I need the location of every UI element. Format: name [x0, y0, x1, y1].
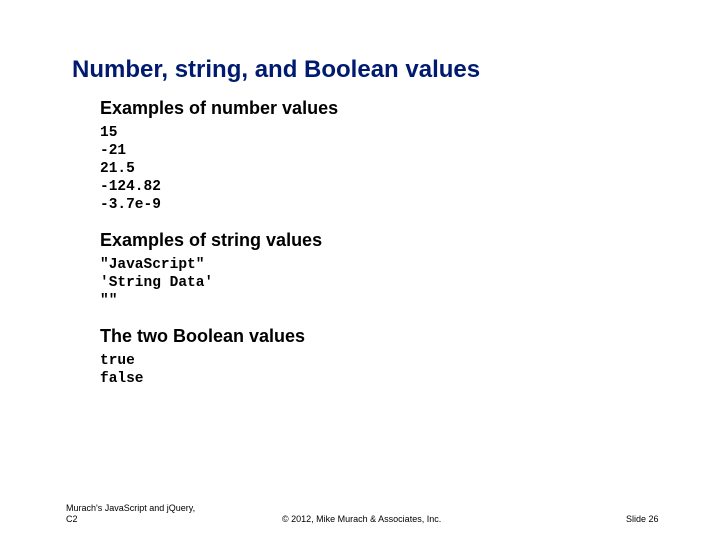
section-heading-number: Examples of number values [100, 98, 339, 118]
footer-book-title-line1: Murach's JavaScript and jQuery, [66, 503, 196, 513]
slide-content [100, 96, 338, 388]
string-values-section [100, 228, 338, 310]
footer-book-title [66, 503, 195, 525]
number-values-section [100, 96, 338, 214]
section-heading-string: Examples of string values [100, 230, 323, 250]
boolean-values-list [100, 352, 338, 388]
section-heading-boolean: The two Boolean values [100, 326, 306, 346]
string-values-list [100, 256, 338, 310]
footer-copyright: © 2012, Mike Murach & Associates, Inc. [282, 514, 442, 524]
code-line: 15 [100, 125, 118, 141]
code-line: -124.82 [100, 179, 161, 195]
code-line: "JavaScript" [100, 257, 205, 273]
number-values-list [100, 124, 338, 214]
code-line: "" [100, 293, 118, 309]
slide-title: Number, string, and Boolean values [72, 56, 481, 83]
code-line: 21.5 [100, 161, 135, 177]
code-line: 'String Data' [100, 275, 214, 291]
footer-slide-number: Slide 26 [626, 514, 659, 524]
code-line: true [100, 353, 135, 369]
footer-book-title-line2: C2 [66, 514, 78, 524]
code-line: -21 [100, 143, 127, 159]
code-line: -3.7e-9 [100, 197, 161, 213]
code-line: false [100, 371, 144, 387]
boolean-values-section [100, 324, 338, 388]
